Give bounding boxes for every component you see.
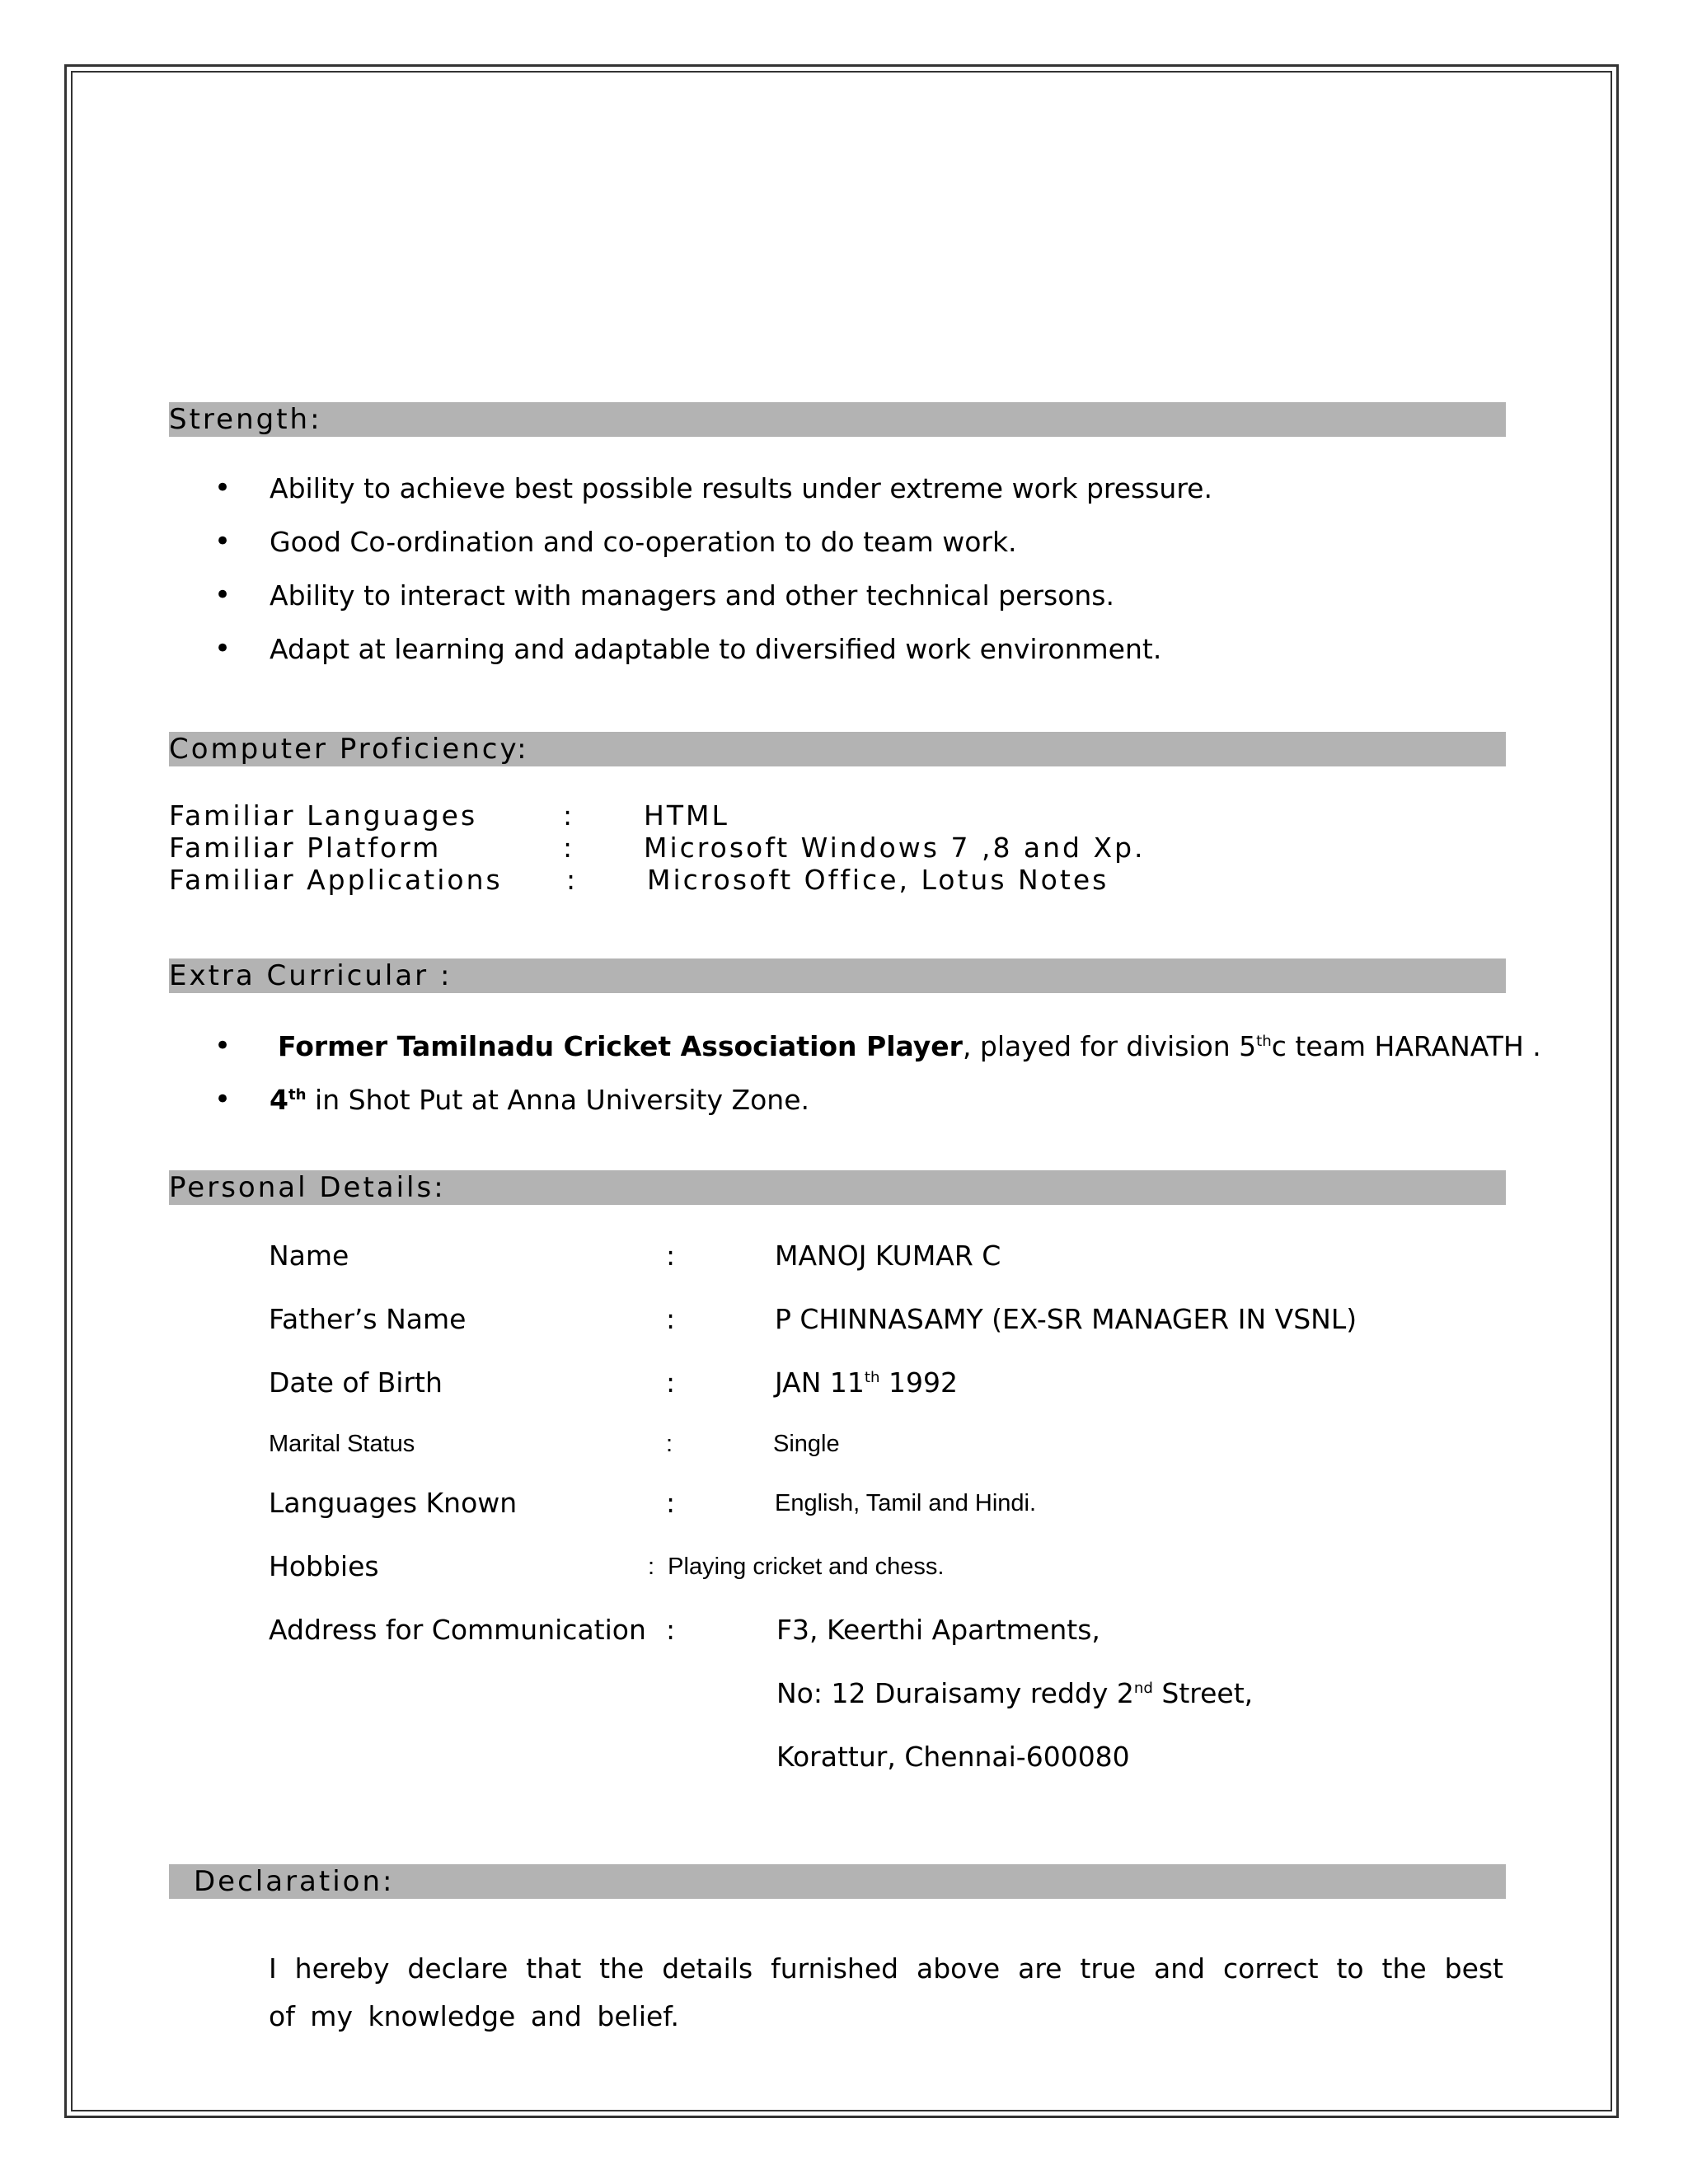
proficiency-separator: : xyxy=(566,864,579,896)
detail-separator: : xyxy=(666,1366,676,1399)
detail-value: MANOJ KUMAR C xyxy=(775,1240,1001,1272)
extra-curricular-list xyxy=(169,1019,1541,1127)
address-line-3: Korattur, Chennai-600080 xyxy=(776,1741,1130,1773)
personal-details-heading: Personal Details: xyxy=(169,1170,1506,1205)
detail-label: Address for Communication xyxy=(269,1614,646,1646)
detail-separator: : xyxy=(666,1303,676,1335)
detail-separator: : xyxy=(666,1240,676,1272)
proficiency-value: HTML xyxy=(644,799,729,832)
detail-label: Hobbies xyxy=(269,1550,379,1582)
strength-heading: Strength: xyxy=(169,402,1506,437)
strength-list xyxy=(169,462,1212,676)
proficiency-separator: : xyxy=(563,799,575,832)
achievement-text: in Shot Put at Anna University Zone. xyxy=(306,1084,809,1116)
proficiency-label: Familiar Platform xyxy=(169,832,442,864)
detail-label: Date of Birth xyxy=(269,1366,443,1399)
list-item xyxy=(169,1073,1541,1127)
proficiency-label: Familiar Languages xyxy=(169,799,478,832)
proficiency-value: Microsoft Windows 7 ,8 and Xp. xyxy=(644,832,1146,864)
achievement-rank: 4 xyxy=(270,1084,288,1116)
detail-label: Name xyxy=(269,1240,349,1272)
address-line-1: F3, Keerthi Apartments, xyxy=(776,1614,1100,1646)
achievement-title: Former Tamilnadu Cricket Association Player xyxy=(278,1030,963,1062)
list-item xyxy=(169,1019,1541,1073)
declaration-text: I hereby declare that the details furnished above are true and correct to the best of my knowledge and belief. xyxy=(269,1952,1503,2032)
dob-text: JAN 11 xyxy=(775,1366,865,1399)
address-text: No: 12 Duraisamy reddy 2 xyxy=(776,1677,1134,1709)
detail-label: Languages Known xyxy=(269,1487,518,1519)
computer-proficiency-heading: Computer Proficiency: xyxy=(169,732,1506,766)
list-item: • Adapt at learning and adaptable to diversified work environment. xyxy=(169,622,1212,676)
list-item: • Good Co-ordination and co-operation to do team work. xyxy=(169,515,1212,569)
detail-separator: : xyxy=(666,1614,676,1646)
detail-value: Single xyxy=(773,1431,840,1457)
achievement-text: c team HARANATH . xyxy=(1271,1030,1541,1062)
list-item: • Ability to interact with managers and other technical persons. xyxy=(169,569,1212,622)
declaration-heading: Declaration: xyxy=(169,1864,1506,1899)
detail-value xyxy=(775,1358,958,1408)
ordinal-suffix: nd xyxy=(1133,1680,1153,1697)
detail-value: : Playing cricket and chess. xyxy=(648,1554,945,1580)
proficiency-value: Microsoft Office, Lotus Notes xyxy=(647,864,1109,896)
detail-separator: : xyxy=(666,1487,676,1519)
ordinal-suffix: th xyxy=(1256,1033,1272,1050)
extra-curricular-heading: Extra Curricular : xyxy=(169,958,1506,993)
detail-label: Marital Status xyxy=(269,1431,415,1457)
list-item: • Ability to achieve best possible results under extreme work pressure. xyxy=(169,462,1212,515)
achievement-text: , played for division 5 xyxy=(962,1030,1257,1062)
proficiency-label: Familiar Applications xyxy=(169,864,503,896)
ordinal-suffix: th xyxy=(288,1086,307,1104)
proficiency-separator: : xyxy=(563,832,575,864)
detail-label: Father’s Name xyxy=(269,1303,467,1335)
detail-value: P CHINNASAMY (EX-SR MANAGER IN VSNL) xyxy=(775,1303,1357,1335)
detail-value: English, Tamil and Hindi. xyxy=(775,1490,1037,1516)
dob-year: 1992 xyxy=(879,1366,959,1399)
ordinal-suffix: th xyxy=(864,1369,880,1386)
address-line-2 xyxy=(776,1669,1253,1718)
detail-separator: : xyxy=(666,1431,673,1457)
address-text: Street, xyxy=(1152,1677,1254,1709)
